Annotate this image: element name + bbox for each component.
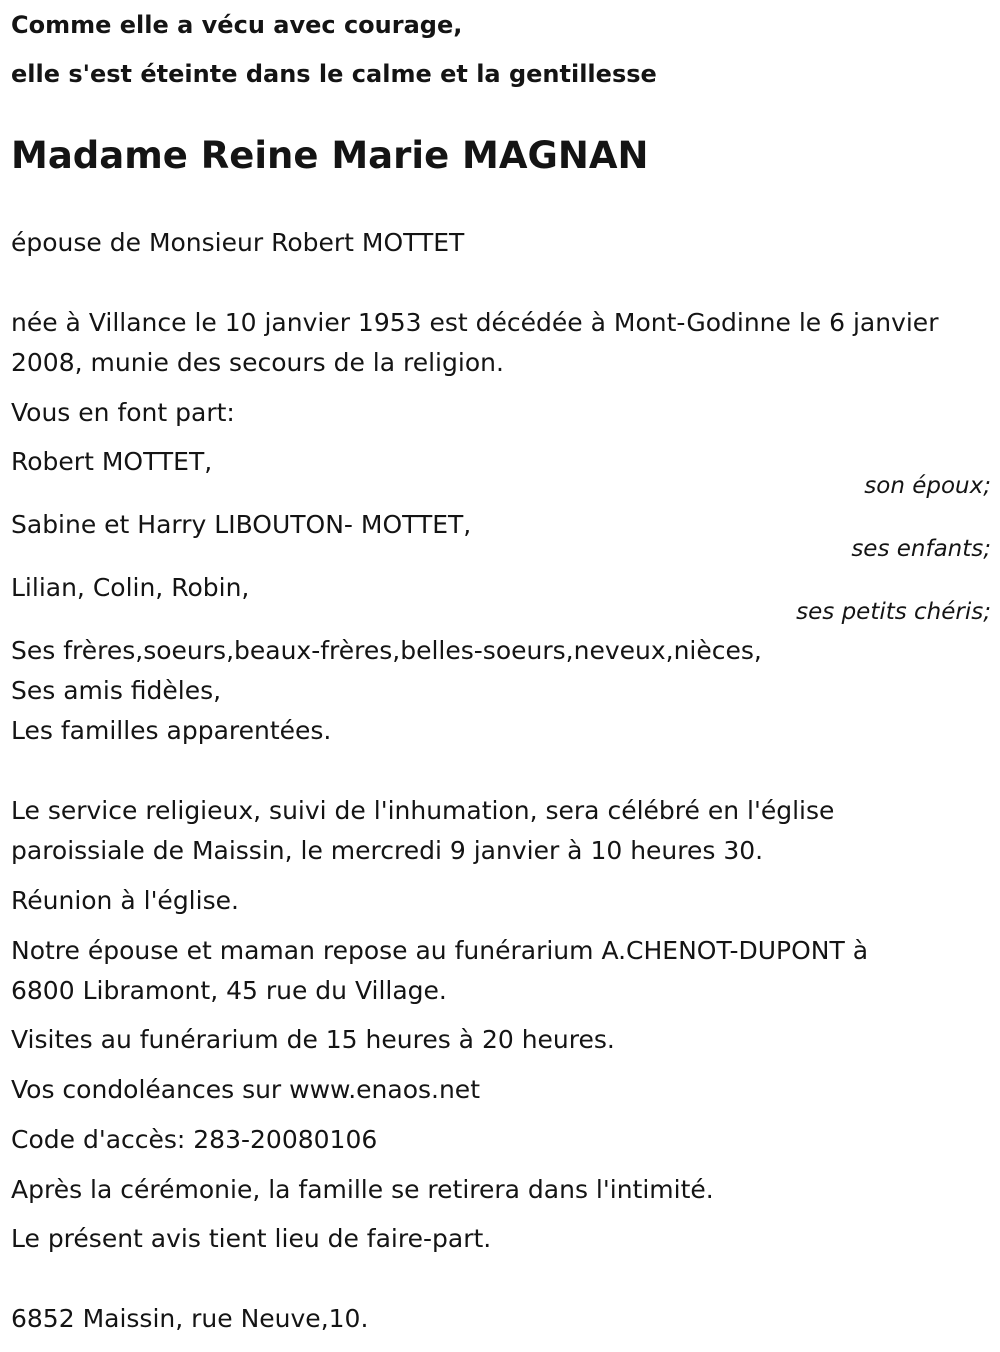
announcer-relation: ses petits chéris; — [796, 599, 991, 625]
announcer-names: Robert MOTTET, — [11, 447, 213, 476]
announcer-relation: son époux; — [864, 473, 991, 499]
deceased-name: Madame Reine Marie MAGNAN — [11, 134, 649, 177]
funeral-home-line-1: Notre épouse et maman repose au funérarium A.CHENOT-DUPONT à — [11, 936, 869, 965]
access-code-line: Code d'accès: 283-20080106 — [11, 1125, 378, 1154]
announcer-names: Lilian, Colin, Robin, — [11, 573, 250, 602]
birth-death-line-1: née à Villance le 10 janvier 1953 est décédée à Mont-Godinne le 6 janvier — [11, 308, 939, 337]
other-announcers-line: Ses amis fidèles, — [11, 676, 222, 705]
announcers-heading: Vous en font part: — [11, 398, 235, 427]
address-line: 6852 Maissin, rue Neuve,10. — [11, 1304, 369, 1333]
service-line-1: Le service religieux, suivi de l'inhumation, sera célébré en l'église — [11, 796, 835, 825]
announcer-relation: ses enfants; — [851, 536, 991, 562]
after-ceremony-line: Après la cérémonie, la famille se retirera dans l'intimité. — [11, 1175, 714, 1204]
announcer-names: Sabine et Harry LIBOUTON- MOTTET, — [11, 510, 472, 539]
notice-line: Le présent avis tient lieu de faire-part. — [11, 1224, 492, 1253]
birth-death-line-2: 2008, munie des secours de la religion. — [11, 348, 504, 377]
condolences-line: Vos condoléances sur www.enaos.net — [11, 1075, 480, 1104]
service-line-2: paroissiale de Maissin, le mercredi 9 janvier à 10 heures 30. — [11, 836, 764, 865]
other-announcers-line: Les familles apparentées. — [11, 716, 332, 745]
spouse-line: épouse de Monsieur Robert MOTTET — [11, 228, 465, 257]
intro-line-2: elle s'est éteinte dans le calme et la gentillesse — [11, 60, 657, 88]
other-announcers-line: Ses frères,soeurs,beaux-frères,belles-soeurs,neveux,nièces, — [11, 636, 762, 665]
meeting-line: Réunion à l'église. — [11, 886, 239, 915]
intro-line-1: Comme elle a vécu avec courage, — [11, 11, 463, 39]
funeral-home-line-2: 6800 Libramont, 45 rue du Village. — [11, 976, 447, 1005]
visits-line: Visites au funérarium de 15 heures à 20 heures. — [11, 1025, 615, 1054]
